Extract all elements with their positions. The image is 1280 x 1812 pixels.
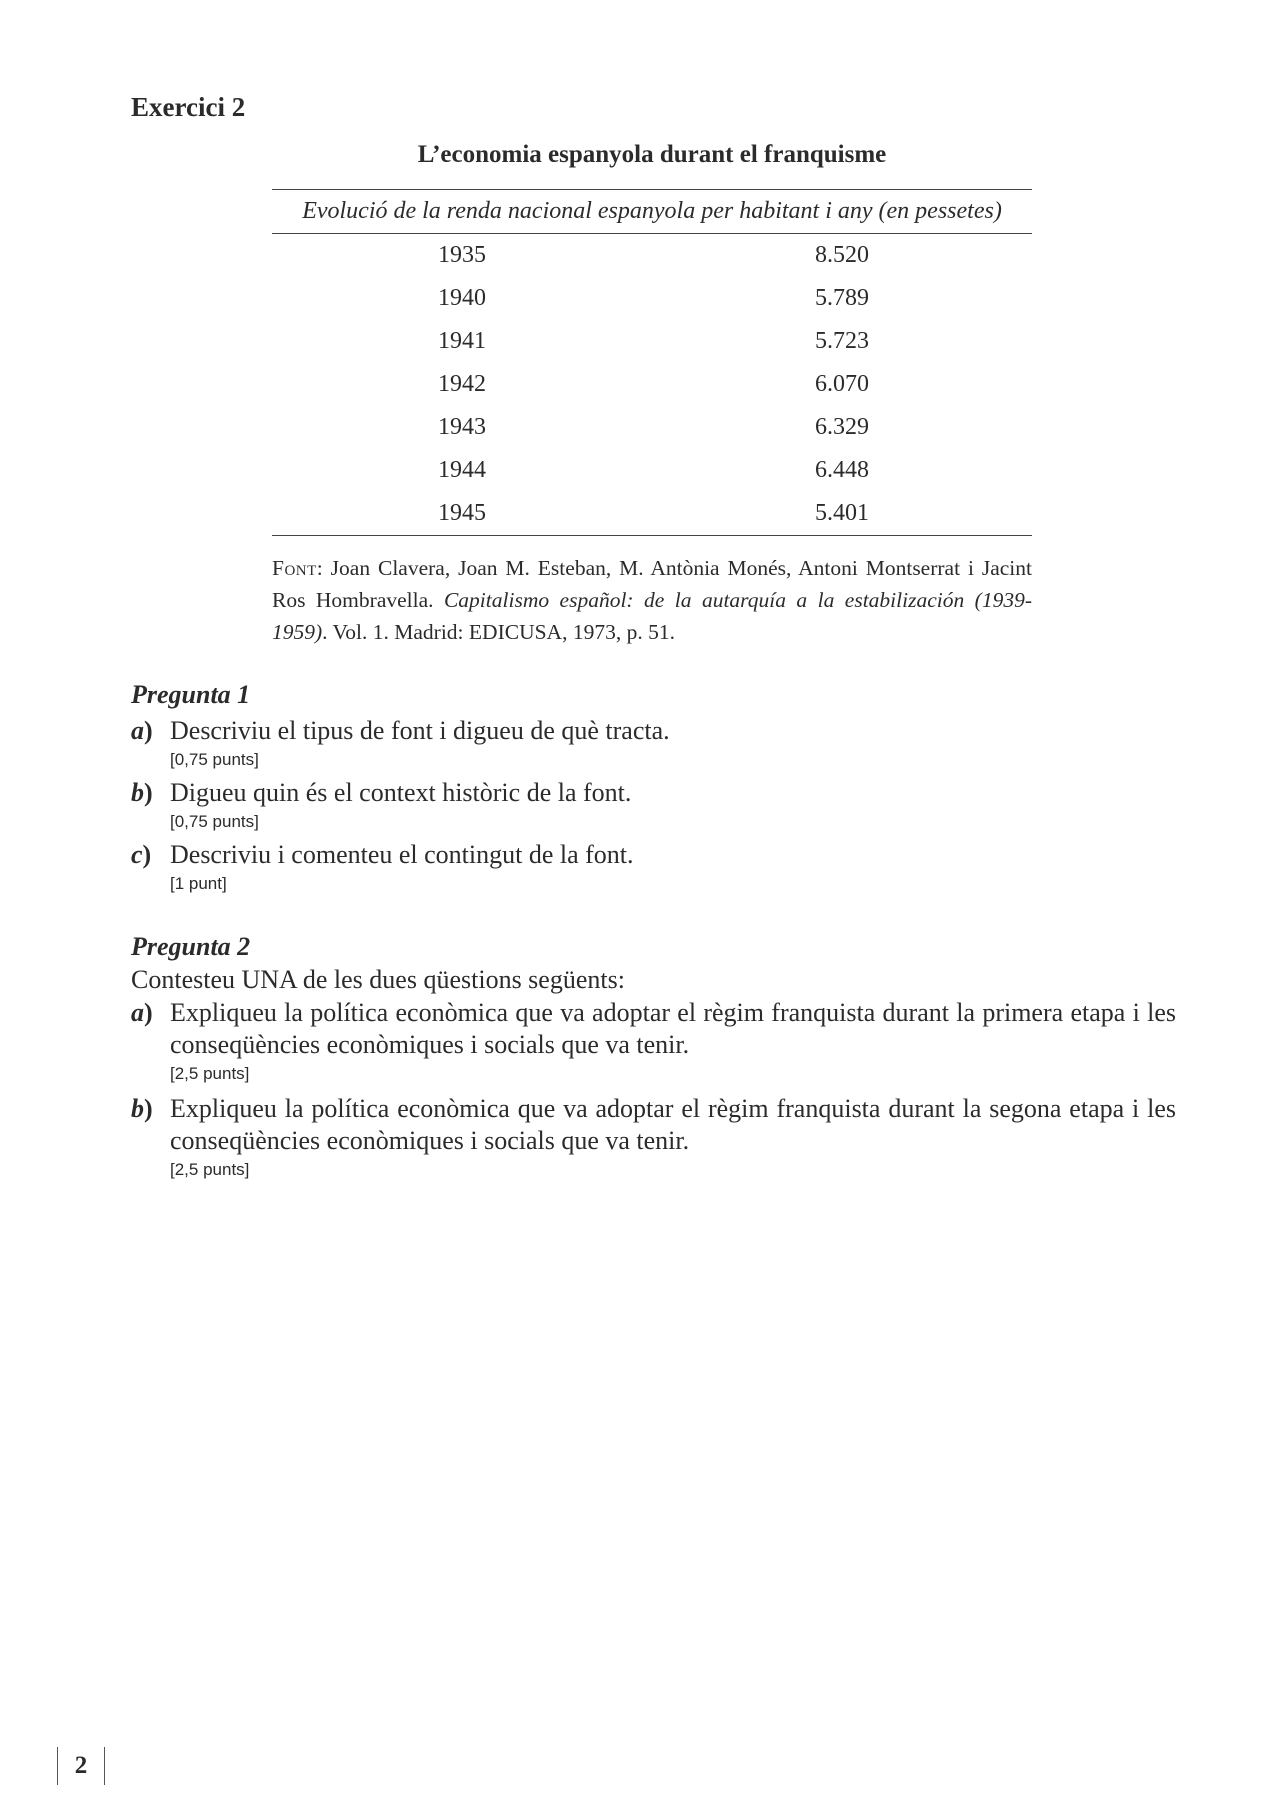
question-2-intro: Contesteu UNA de les dues qüestions següents: (131, 965, 625, 994)
table-row (272, 363, 1032, 406)
source-label: Font (272, 556, 317, 580)
item-points: [1 punt] (170, 874, 227, 893)
source-book-title: Capitalismo español: de la autarquía a la estabilización (1939-1959) (272, 588, 1032, 644)
value-cell: 6.448 (815, 457, 869, 483)
item-letter: c) (131, 840, 152, 869)
item-points: [2,5 punts] (170, 1160, 250, 1179)
year-cell: 1941 (438, 328, 486, 354)
item-text: Expliqueu la política econòmica que va adoptar el règim franquista durant la segona etapa i les conseqüències econòmiques i socials que va tenir. (170, 1094, 1176, 1155)
year-cell: 1944 (438, 457, 486, 483)
question-2b (131, 1093, 1176, 1183)
table-row (272, 406, 1032, 449)
table-row (272, 320, 1032, 363)
item-letter: a) (131, 998, 153, 1027)
table-row (272, 449, 1032, 492)
question-2-heading: Pregunta 2 (131, 932, 251, 961)
question-1-heading: Pregunta 1 (131, 680, 251, 709)
value-cell: 6.070 (815, 371, 869, 397)
item-text: Digueu quin és el context històric de la font. (170, 778, 632, 807)
table-row (272, 277, 1032, 320)
value-cell: 5.401 (652, 492, 1032, 536)
item-text: Descriviu el tipus de font i digueu de què tracta. (170, 716, 670, 745)
value-cell: 5.789 (815, 285, 869, 311)
year-cell: 1935 (438, 242, 486, 268)
item-letter: b) (131, 1094, 153, 1123)
question-2a (131, 997, 1176, 1087)
source-authors: Joan Clavera, Joan M. Esteban, M. Antònia Monés, Antoni Montserrat i Jacint Ros Hombravella. (272, 556, 1032, 612)
item-letter: b) (131, 778, 153, 807)
table-header-row (272, 190, 1032, 234)
page-number: 2 (57, 1747, 105, 1785)
item-points: [2,5 punts] (170, 1064, 250, 1083)
table-title: L’economia espanyola durant el franquisme (417, 141, 887, 168)
value-cell: 5.723 (815, 328, 869, 354)
item-points: [0,75 punts] (170, 750, 259, 769)
source-citation: Font: Joan Clavera, Joan M. Esteban, M. Antònia Monés, Antoni Montserrat i Jacint Ros Hombravella. Capitalismo español: de la autarquía a la estabilización (1939-1959). Vol. 1. Madrid: EDICUSA, 1973, p. 51. (272, 556, 1032, 644)
exercise-title: Exercici 2 (131, 92, 246, 122)
value-cell: 8.520 (815, 242, 869, 268)
table-header: Evolució de la renda nacional espanyola per habitant i any (en pessetes) (272, 190, 1032, 234)
year-cell: 1945 (272, 492, 652, 536)
year-cell: 1940 (438, 285, 486, 311)
item-letter: a) (131, 716, 153, 745)
table-row (272, 492, 1032, 536)
year-cell: 1943 (438, 414, 486, 440)
value-cell: 6.329 (815, 414, 869, 440)
question-1a (131, 715, 1176, 773)
question-1b (131, 777, 1176, 835)
item-text: Descriviu i comenteu el contingut de la font. (170, 840, 634, 869)
source-publication: . Vol. 1. Madrid: EDICUSA, 1973, p. 51. (322, 620, 675, 644)
item-text: Expliqueu la política econòmica que va adoptar el règim franquista durant la primera etapa i les conseqüències econòmiques i socials que va tenir. (170, 998, 1176, 1059)
item-points: [0,75 punts] (170, 812, 259, 831)
table-row (272, 234, 1032, 278)
income-table (272, 189, 1032, 536)
question-1c (131, 839, 1176, 897)
year-cell: 1942 (438, 371, 486, 397)
